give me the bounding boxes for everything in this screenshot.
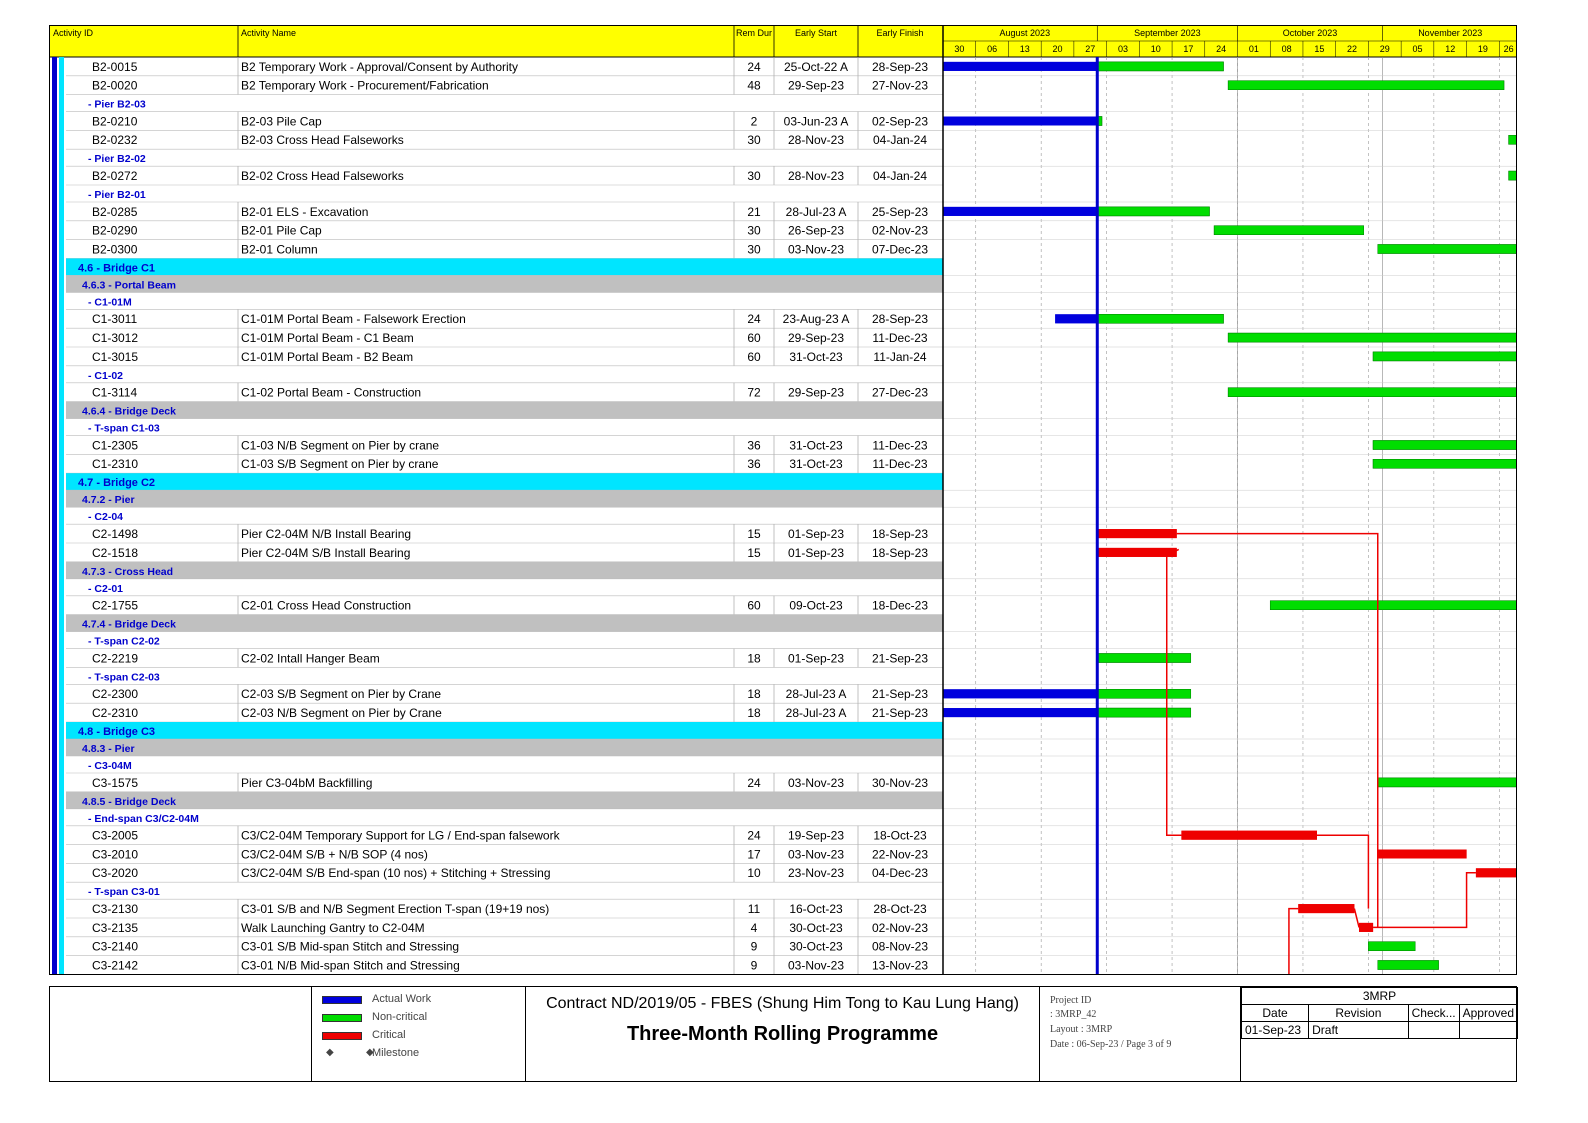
- activity-id: C1-2305: [92, 438, 139, 453]
- remaining-duration: 21: [747, 204, 761, 219]
- actual-bar: [943, 207, 1097, 216]
- early-finish: 11-Dec-23: [872, 438, 928, 453]
- activity-id: B2-0272: [92, 169, 138, 183]
- wbs-label: - Pier B2-01: [88, 189, 146, 201]
- activity-id: C1-3114: [92, 385, 138, 400]
- critical-link: [1373, 873, 1476, 928]
- wbs-label: - Pier B2-02: [88, 153, 146, 166]
- activity-name: C3-01 S/B Mid-span Stitch and Stressing: [241, 939, 460, 954]
- noncritical-bar: [1373, 352, 1517, 361]
- activity-name: Pier C3-04bM Backfilling: [241, 775, 373, 790]
- activity-id: C1-2310: [92, 457, 139, 472]
- early-start: 09-Oct-23: [789, 598, 843, 613]
- week-tick-label: 15: [1314, 44, 1325, 54]
- remaining-duration: 18: [747, 651, 761, 666]
- remaining-duration: 15: [747, 545, 761, 560]
- early-finish: 27-Dec-23: [871, 385, 929, 400]
- remaining-duration: 11: [747, 902, 761, 916]
- activity-id: C3-2010: [92, 847, 139, 862]
- week-tick-label: 05: [1412, 44, 1423, 54]
- early-finish: 11-Jan-24: [873, 349, 927, 364]
- early-start: 03-Jun-23 A: [783, 114, 849, 129]
- remaining-duration: 10: [747, 866, 761, 881]
- week-tick-label: 13: [1019, 44, 1030, 54]
- early-finish: 11-Dec-23: [872, 331, 928, 345]
- early-finish: 02-Nov-23: [871, 920, 929, 935]
- legend-noncritical-label: Non-critical: [372, 1011, 428, 1023]
- title-cell: [526, 987, 1040, 1081]
- wbs-band-level2: [66, 792, 943, 809]
- activity-name: C2-02 Intall Hanger Beam: [241, 651, 380, 666]
- activity-name: Pier C2-04M N/B Install Bearing: [241, 527, 412, 541]
- noncritical-bar: [1228, 81, 1504, 90]
- project-info: [1040, 987, 1241, 1081]
- remaining-duration: 24: [747, 59, 761, 74]
- wbs-label: - End-span C3/C2-04M: [88, 812, 199, 825]
- wbs-label: 4.7.4 - Bridge Deck: [82, 618, 176, 631]
- early-finish: 25-Sep-23: [871, 204, 929, 219]
- early-finish: 02-Nov-23: [871, 223, 929, 238]
- activity-name: C1-02 Portal Beam - Construction: [241, 385, 422, 400]
- remaining-duration: 60: [747, 598, 761, 613]
- early-finish: 11-Dec-23: [872, 457, 928, 472]
- critical-link: [1177, 534, 1378, 928]
- early-finish: 04-Jan-24: [872, 133, 928, 148]
- early-start: 03-Nov-23: [787, 775, 845, 790]
- wbs-label: 4.7.3 - Cross Head: [82, 565, 174, 578]
- noncritical-bar: [1378, 778, 1517, 787]
- critical-bar: [1097, 548, 1176, 557]
- activity-name: C2-03 N/B Segment on Pier by Crane: [241, 706, 442, 720]
- activity-id: C2-2300: [92, 687, 139, 702]
- header-early-finish: Early Finish: [876, 28, 924, 38]
- early-finish: 04-Dec-23: [871, 866, 929, 881]
- wbs-label: - T-span C2-03: [88, 671, 160, 684]
- week-tick-label: 17: [1183, 44, 1194, 54]
- remaining-duration: 72: [747, 385, 761, 400]
- remaining-duration: 2: [750, 114, 758, 129]
- week-tick-label: 22: [1347, 44, 1358, 54]
- legend-milestone-label: Milestone: [372, 1047, 420, 1059]
- critical-bar: [1378, 850, 1467, 859]
- wbs-band-level2: [66, 275, 943, 292]
- early-start: 31-Oct-23: [789, 457, 843, 472]
- week-tick-label: 27: [1085, 44, 1096, 54]
- actual-bar: [1055, 314, 1097, 323]
- legend: [312, 987, 526, 1081]
- activity-id: C3-2142: [92, 958, 139, 973]
- activity-id: C2-1755: [92, 598, 139, 613]
- noncritical-bar: [1509, 135, 1517, 144]
- header-activity-name: Activity Name: [241, 28, 297, 38]
- activity-id: C3-2020: [92, 866, 139, 881]
- early-finish: 07-Dec-23: [871, 242, 929, 257]
- wbs-band-level2: [66, 615, 943, 632]
- header-early-start: Early Start: [794, 28, 838, 38]
- remaining-duration: 30: [747, 223, 761, 238]
- early-start: 01-Sep-23: [787, 527, 845, 541]
- actual-bar: [943, 62, 1097, 71]
- noncritical-bar: [1214, 226, 1364, 235]
- project-id-label: Project ID: [1050, 995, 1092, 1006]
- early-finish: 13-Nov-23: [871, 958, 929, 973]
- wbs-label: 4.8.5 - Bridge Deck: [82, 795, 176, 808]
- remaining-duration: 24: [747, 312, 761, 327]
- critical-bar: [1097, 529, 1176, 538]
- month-label: October 2023: [1282, 28, 1338, 38]
- week-tick-label: 03: [1117, 44, 1128, 54]
- noncritical-swatch: [322, 1014, 362, 1022]
- remaining-duration: 36: [747, 438, 761, 453]
- noncritical-bar: [1097, 207, 1209, 216]
- activity-name: C2-01 Cross Head Construction: [241, 598, 412, 613]
- wbs-label: - C1-01M: [88, 296, 132, 309]
- early-start: 16-Oct-23: [789, 902, 843, 916]
- wbs-label: 4.7 - Bridge C2: [78, 477, 156, 490]
- rev-header-approved: Approved: [1459, 1005, 1517, 1022]
- actual-bar: [943, 708, 1097, 717]
- month-label: November 2023: [1418, 28, 1483, 38]
- remaining-duration: 24: [747, 828, 761, 843]
- noncritical-bar: [1228, 333, 1517, 342]
- activity-id: C3-2005: [92, 828, 139, 843]
- noncritical-bar: [1228, 388, 1517, 397]
- activity-name: B2-01 Pile Cap: [241, 223, 322, 238]
- wbs-band-level1: [66, 258, 943, 275]
- noncritical-bar: [1368, 942, 1415, 951]
- week-tick-label: 06: [987, 44, 998, 54]
- critical-link: [1289, 909, 1298, 975]
- early-start: 26-Sep-23: [787, 223, 845, 238]
- wbs-band-level2: [66, 490, 943, 507]
- milestone-diamond-icon: ◆: [326, 1047, 334, 1058]
- noncritical-bar: [1373, 459, 1517, 468]
- week-tick-label: 29: [1379, 44, 1390, 54]
- activity-id: B2-0285: [92, 204, 138, 219]
- remaining-duration: 18: [747, 706, 761, 720]
- programme-title: Three-Month Rolling Programme: [626, 1023, 939, 1045]
- remaining-duration: 17: [747, 847, 761, 862]
- critical-bar: [1181, 831, 1317, 840]
- layout-name: Layout : 3MRP: [1050, 1024, 1113, 1035]
- activity-id: C3-2135: [92, 920, 139, 935]
- noncritical-bar: [1509, 171, 1517, 180]
- rev-header-check: Check...: [1408, 1005, 1459, 1022]
- wbs-label: - C2-01: [88, 582, 124, 595]
- noncritical-bar: [1378, 245, 1517, 254]
- week-tick-label: 01: [1248, 44, 1259, 54]
- remaining-duration: 36: [747, 457, 761, 472]
- activity-name: B2 Temporary Work - Approval/Consent by Authority: [241, 59, 519, 74]
- activity-name: B2-03 Cross Head Falseworks: [241, 133, 404, 148]
- project-id: : 3MRP_42: [1050, 1009, 1097, 1020]
- actual-bar: [943, 689, 1097, 698]
- early-finish: 22-Nov-23: [871, 847, 929, 862]
- remaining-duration: 15: [747, 527, 761, 541]
- activity-id: C1-3015: [92, 349, 139, 364]
- early-start: 31-Oct-23: [789, 438, 843, 453]
- activity-name: B2-01 Column: [241, 242, 318, 257]
- early-finish: 02-Sep-23: [871, 114, 929, 129]
- gantt-sheet: [49, 25, 1517, 975]
- early-finish: 28-Sep-23: [871, 59, 929, 74]
- legend-actual-label: Actual Work: [372, 993, 432, 1005]
- legend-critical-label: Critical: [372, 1029, 406, 1041]
- activity-id: C2-2310: [92, 706, 139, 720]
- wbs-label: 4.8.3 - Pier: [82, 743, 135, 755]
- wbs-label: 4.6.3 - Portal Beam: [82, 279, 176, 292]
- early-start: 28-Jul-23 A: [785, 706, 847, 720]
- early-finish: 21-Sep-23: [871, 687, 929, 702]
- activity-name: C1-03 S/B Segment on Pier by crane: [241, 457, 439, 472]
- activity-name: C1-01M Portal Beam - C1 Beam: [241, 331, 414, 345]
- wbs-band-level2: [66, 562, 943, 579]
- actual-swatch: [322, 996, 362, 1004]
- activity-name: C3-01 S/B and N/B Segment Erection T-span (19+19 nos): [241, 902, 550, 916]
- remaining-duration: 24: [747, 775, 761, 790]
- remaining-duration: 9: [750, 939, 758, 954]
- wbs-label: - T-span C1-03: [88, 422, 160, 435]
- week-tick-label: 10: [1150, 44, 1161, 54]
- remaining-duration: 30: [747, 169, 761, 183]
- activity-id: C1-3011: [92, 312, 138, 327]
- rev-header-revision: Revision: [1309, 1005, 1409, 1022]
- activity-name: Walk Launching Gantry to C2-04M: [241, 920, 425, 935]
- early-finish: 18-Oct-23: [873, 828, 927, 843]
- wbs-label: - T-span C3-01: [88, 886, 160, 899]
- activity-name: C1-03 N/B Segment on Pier by crane: [241, 438, 440, 453]
- contract-title: Contract ND/2019/05 - FBES (Shung Him Tong to Kau Lung Hang): [546, 995, 1019, 1012]
- activity-name: C2-03 S/B Segment on Pier by Crane: [241, 687, 442, 702]
- date-page: Date : 06-Sep-23 / Page 3 of 9: [1050, 1039, 1172, 1050]
- remaining-duration: 60: [747, 331, 761, 345]
- early-finish: 18-Sep-23: [871, 545, 929, 560]
- early-start: 28-Nov-23: [787, 133, 845, 148]
- early-finish: 18-Sep-23: [871, 527, 929, 541]
- early-finish: 21-Sep-23: [871, 651, 929, 666]
- activity-id: C3-2140: [92, 939, 139, 954]
- activity-name: B2 Temporary Work - Procurement/Fabrication: [241, 78, 489, 93]
- noncritical-bar: [1270, 601, 1517, 610]
- early-start: 03-Nov-23: [787, 958, 845, 973]
- early-start: 28-Nov-23: [787, 169, 845, 183]
- wbs-label: 4.6.4 - Bridge Deck: [82, 405, 176, 418]
- week-tick-label: 12: [1445, 44, 1456, 54]
- wbs-label: - C3-04M: [88, 760, 132, 772]
- early-start: 30-Oct-23: [789, 920, 843, 935]
- remaining-duration: 9: [750, 958, 758, 973]
- hierarchy-bar-level1: [59, 57, 64, 975]
- milestone-diamond-icon: ◆: [366, 1047, 374, 1058]
- noncritical-bar: [1097, 62, 1223, 71]
- early-start: 03-Nov-23: [787, 242, 845, 257]
- revision-title: 3MRP: [1242, 988, 1518, 1005]
- noncritical-bar: [1373, 441, 1517, 450]
- header-activity-id: Activity ID: [53, 28, 94, 38]
- rev-approved: [1459, 1022, 1517, 1039]
- rev-date: 01-Sep-23: [1242, 1022, 1309, 1039]
- remaining-duration: 18: [747, 687, 761, 702]
- wbs-label: 4.6 - Bridge C1: [78, 262, 156, 275]
- early-finish: 18-Dec-23: [871, 598, 929, 613]
- early-start: 19-Sep-23: [787, 828, 845, 843]
- early-start: 31-Oct-23: [789, 349, 843, 364]
- critical-swatch: [322, 1032, 362, 1040]
- month-label: September 2023: [1134, 28, 1201, 38]
- early-finish: 21-Sep-23: [871, 706, 929, 720]
- activity-id: C2-2219: [92, 651, 139, 666]
- early-finish: 30-Nov-23: [871, 775, 929, 790]
- activity-name: C1-01M Portal Beam - B2 Beam: [241, 349, 414, 364]
- wbs-band-level1: [66, 722, 943, 739]
- remaining-duration: 60: [747, 349, 761, 364]
- early-start: 01-Sep-23: [787, 545, 845, 560]
- early-finish: 28-Sep-23: [871, 312, 929, 327]
- actual-bar: [943, 117, 1097, 126]
- week-tick-label: 24: [1216, 44, 1227, 54]
- wbs-label: 4.7.2 - Pier: [82, 494, 135, 507]
- early-finish: 08-Nov-23: [871, 939, 929, 954]
- week-tick-label: 30: [954, 44, 965, 54]
- activity-id: B2-0232: [92, 133, 138, 148]
- noncritical-bar: [1378, 961, 1439, 970]
- activity-name: B2-03 Pile Cap: [241, 114, 322, 129]
- activity-name: C3-01 N/B Mid-span Stitch and Stressing: [241, 958, 460, 973]
- footer-blank-cell: [50, 987, 312, 1081]
- early-start: 25-Oct-22 A: [783, 59, 849, 74]
- activity-id: B2-0290: [92, 223, 138, 238]
- noncritical-bar: [1097, 708, 1190, 717]
- early-start: 29-Sep-23: [787, 385, 845, 400]
- wbs-label: - C1-02: [88, 369, 124, 382]
- remaining-duration: 4: [750, 920, 758, 935]
- activity-name: C3/C2-04M Temporary Support for LG / End-span falsework: [241, 828, 560, 843]
- activity-name: C3/C2-04M S/B + N/B SOP (4 nos): [241, 847, 428, 862]
- early-finish: 04-Jan-24: [872, 169, 928, 183]
- wbs-band-level2: [66, 739, 943, 756]
- remaining-duration: 30: [747, 133, 761, 148]
- early-finish: 28-Oct-23: [873, 902, 927, 916]
- activity-id: B2-0015: [92, 59, 138, 74]
- early-start: 23-Nov-23: [787, 866, 845, 881]
- activity-name: Pier C2-04M S/B Install Bearing: [241, 545, 411, 560]
- critical-bar: [1298, 904, 1354, 913]
- critical-link: [1317, 835, 1368, 908]
- rev-header-date: Date: [1242, 1005, 1309, 1022]
- early-start: 03-Nov-23: [787, 847, 845, 862]
- early-start: 29-Sep-23: [787, 78, 845, 93]
- title-block: [49, 986, 1517, 1082]
- hierarchy-bar-level0: [52, 57, 57, 975]
- early-start: 29-Sep-23: [787, 331, 845, 345]
- activity-name: B2-02 Cross Head Falseworks: [241, 169, 404, 183]
- wbs-label: - Pier B2-03: [88, 98, 146, 111]
- week-tick-label: 26: [1503, 44, 1514, 54]
- noncritical-bar: [1097, 689, 1190, 698]
- activity-name: B2-01 ELS - Excavation: [241, 204, 369, 219]
- noncritical-bar: [1097, 314, 1223, 323]
- activity-id: C2-1518: [92, 545, 139, 560]
- wbs-label: - T-span C2-02: [88, 635, 160, 648]
- wbs-label: 4.8 - Bridge C3: [78, 726, 156, 738]
- early-start: 01-Sep-23: [787, 651, 845, 666]
- activity-id: B2-0300: [92, 242, 138, 257]
- early-start: 28-Jul-23 A: [785, 204, 847, 219]
- revision-block: [1241, 987, 1518, 1081]
- critical-bar: [1359, 923, 1373, 932]
- wbs-label: - C2-04: [88, 511, 124, 524]
- remaining-duration: 30: [747, 242, 761, 257]
- activity-id: B2-0210: [92, 114, 138, 129]
- activity-id: C3-2130: [92, 902, 139, 916]
- week-tick-label: 19: [1477, 44, 1488, 54]
- wbs-band-level2: [66, 402, 943, 419]
- early-finish: 27-Nov-23: [871, 78, 929, 93]
- activity-id: C1-3012: [92, 331, 139, 345]
- activity-id: C2-1498: [92, 527, 139, 541]
- activity-name: C3/C2-04M S/B End-span (10 nos) + Stitching + Stressing: [241, 866, 551, 881]
- activity-name: C1-01M Portal Beam - Falsework Erection: [241, 312, 466, 327]
- week-tick-label: 08: [1281, 44, 1292, 54]
- week-tick-label: 20: [1052, 44, 1063, 54]
- header-rem-dur: Rem Dur: [735, 28, 773, 38]
- activity-id: C3-1575: [92, 775, 139, 790]
- noncritical-bar: [1097, 654, 1190, 663]
- early-start: 30-Oct-23: [789, 939, 843, 954]
- wbs-band-level1: [66, 473, 943, 490]
- early-start: 28-Jul-23 A: [785, 687, 847, 702]
- revision-table: [1241, 987, 1518, 1039]
- remaining-duration: 48: [747, 78, 761, 93]
- rev-check: [1408, 1022, 1459, 1039]
- activity-id: B2-0020: [92, 78, 138, 93]
- early-start: 23-Aug-23 A: [782, 312, 850, 327]
- gantt-chart: [50, 26, 1517, 975]
- rev-revision: Draft: [1309, 1022, 1409, 1039]
- critical-bar: [1476, 868, 1517, 877]
- month-label: August 2023: [999, 28, 1051, 38]
